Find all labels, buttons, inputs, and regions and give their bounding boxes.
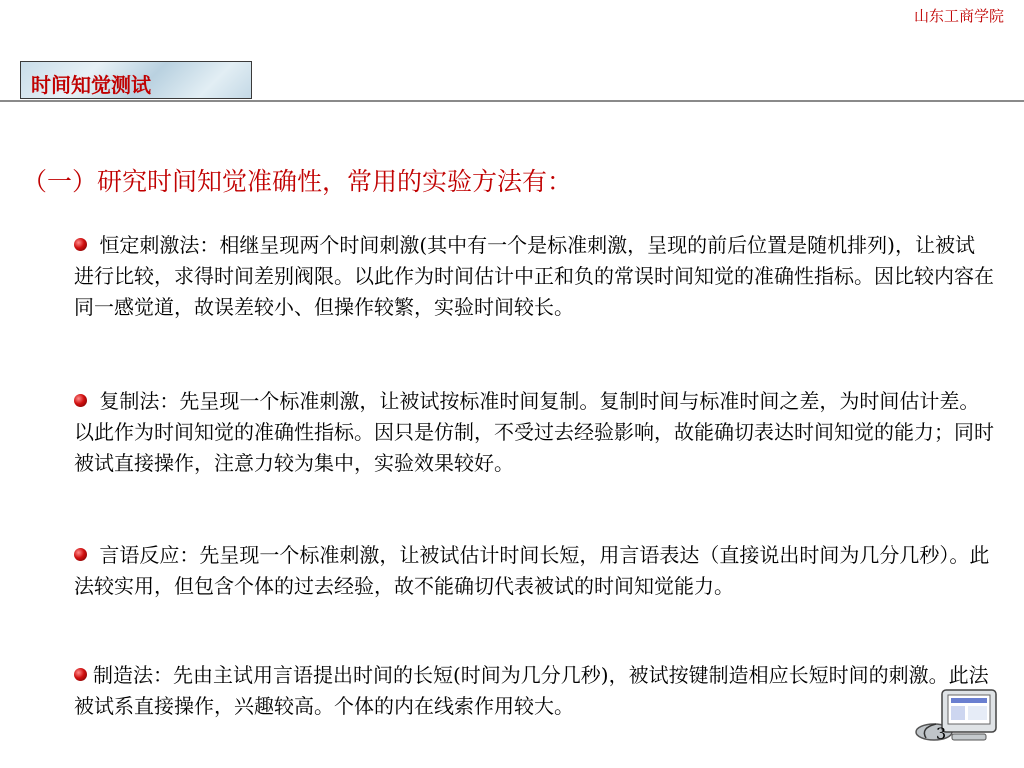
- bullet-icon: [74, 548, 87, 561]
- slide-title: 时间知觉测试: [31, 73, 151, 97]
- bullet-icon: [74, 668, 87, 681]
- list-item: [74, 660, 994, 722]
- list-item: [74, 540, 994, 602]
- list-item-text: 复制法：先呈现一个标准刺激，让被试按标准时间复制。复制时间与标准时间之差，为时间估计差。以此作为时间知觉的准确性指标。因只是仿制，不受过去经验影响，故能确切表达时间知觉的能力；同时被试直接操作，注意力较为集中，实验效果较好。: [74, 389, 994, 475]
- slide-title-box: [20, 61, 252, 99]
- bullet-icon: [74, 394, 87, 407]
- page-number: 3: [936, 724, 947, 743]
- list-item-text: 制造法：先由主试用言语提出时间的长短(时间为几分几秒)，被试按键制造相应长短时间的刺激。此法被试系直接操作，兴趣较高。个体的内在线索作用较大。: [74, 663, 989, 718]
- list-item: [74, 230, 994, 323]
- list-item-text: 恒定刺激法：相继呈现两个时间刺激(其中有一个是标准刺激，呈现的前后位置是随机排列)，让被试进行比较，求得时间差别阀限。以此作为时间估计中正和负的常误时间知觉的准确性指标。因比较内容在同一感觉道，故误差较小、但操作较繁，实验时间较长。: [74, 233, 994, 319]
- list-item: [74, 386, 994, 479]
- list-item-text: 言语反应：先呈现一个标准刺激，让被试估计时间长短，用言语表达（直接说出时间为几分几秒）。此法较实用，但包含个体的过去经验，故不能确切代表被试的时间知觉能力。: [74, 543, 990, 598]
- header-divider: [0, 100, 1024, 102]
- computer-clipart-icon: [906, 684, 1002, 746]
- bullet-icon: [74, 238, 87, 251]
- school-name: 山东工商学院: [913, 7, 1004, 25]
- section-heading: （一）研究时间知觉准确性，常用的实验方法有：: [22, 167, 573, 196]
